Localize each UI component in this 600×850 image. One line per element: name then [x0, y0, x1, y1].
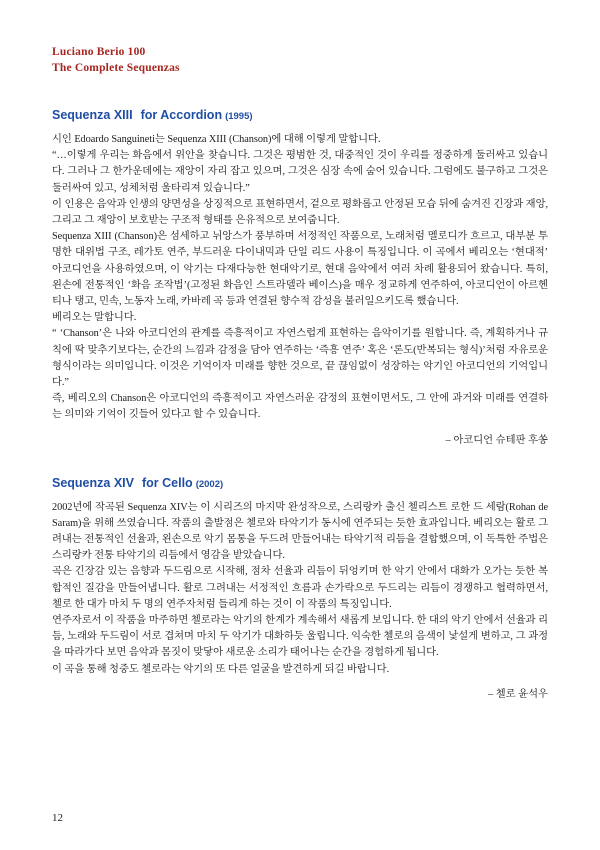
- section-instrument: for Cello: [141, 475, 193, 490]
- section-number: Sequenza XIII: [52, 108, 133, 122]
- document-header: [52, 44, 548, 76]
- section-sequenza-xiv: [52, 474, 548, 700]
- section-heading: [52, 474, 548, 493]
- section-instrument: for Accordion: [140, 108, 223, 122]
- paragraph: 베리오는 말합니다.: [52, 312, 137, 324]
- paragraph: “…이렇게 우리는 화음에서 위안을 찾습니다. 그것은 평범한 것, 대중적인 것이 우리를 정중하게 둘러싸고 있습니다. 그러나 그 한가운데에는 재앙이 자리 잡고 있으며, 그것은 심장 속에 숨어 있습니다. 그럼에도 불구하고 그것은 둘러싸여 있고, 성체처럼 울타리져 있습니다.”: [52, 150, 548, 194]
- section-divider-space: [52, 452, 548, 474]
- section-sequenza-xiii: [52, 106, 548, 446]
- paragraph: 2002년에 작곡된 Sequenza XIV는 이 시리즈의 마지막 완성작으로, 스리랑카 출신 첼리스트 로한 드 세람(Rohan de Saram)을 위해 쓰였습니다. 작품의 출발점은 첼로와 타악기가 동시에 연주되는 듯한 효과입니다. 베리오는 활로 그려내는 전통적인 선율과, 왼손으로 악기 몸통을 두드려 만들어내는 타악기적 리듬을 결합했으며, 이 독특한 주법은 스리랑카 전통 타악기의 리듬에서 영감을 받았습니다.: [52, 501, 548, 562]
- section-signature: – 아코디언 슈테판 후쏭: [445, 434, 548, 446]
- paragraph: 시인 Edoardo Sanguineti는 Sequenza XIII (Chanson)에 대해 이렇게 말합니다.: [52, 134, 381, 145]
- header-title-line-2: The Complete Sequenzas: [52, 62, 180, 74]
- paragraph: 곡은 긴장감 있는 음향과 두드림으로 시작해, 점차 선율과 리듬이 뒤엉키며 한 악기 안에서 대화가 오가는 듯한 복합적인 질감을 만들어냅니다. 활로 그려내는 서정적인 흐름과 손가락으로 두드리는 리듬이 경쟁하고 협력하면서, 첼로 한 대가 마치 두 명의 연주자처럼 들리게 하는 것이 이 작품의 특징입니다.: [52, 566, 548, 610]
- section-year: (1995): [225, 111, 253, 122]
- header-title-line-1: Luciano Berio 100: [52, 46, 146, 58]
- section-number: Sequenza XIV: [52, 475, 134, 490]
- paragraph: 이 인용은 음악과 인생의 양면성을 상징적으로 표현하면서, 겉으로 평화롭고 안정된 모습 뒤에 숨겨진 긴장과 재앙, 그리고 그 재앙이 보호받는 구조적 형태를 은유적으로 보여줍니다.: [52, 198, 548, 227]
- paragraph: 즉, 베리오의 Chanson은 아코디언의 즉흥적이고 자연스러운 감정의 표현이면서도, 그 안에 과거와 미래를 연결하는 의미와 기억이 깃들어 있다고 할 수 있습니다.: [52, 393, 548, 421]
- paragraph: 연주자로서 이 작품을 마주하면 첼로라는 악기의 한계가 계속해서 새롭게 보입니다. 한 대의 악기 안에서 선율과 리듬, 노래와 두드림이 서로 겹쳐며 마치 두 악기가 대화하듯 울립니다. 익숙한 첼로의 음색이 낯설게 변하고, 그 과정을 따라가다 보면 음악과 몸짓이 맞닿아 새로운 소리가 태어나는 순간을 경험하게 됩니다.: [52, 615, 548, 659]
- paragraph: 이 곡을 통해 청중도 첼로라는 악기의 또 다른 얼굴을 발견하게 되길 바랍니다.: [52, 663, 390, 675]
- section-heading: [52, 106, 548, 125]
- paragraph: Sequenza XIII (Chanson)은 섬세하고 뉘앙스가 풍부하며 서정적인 작품으로, 노래처럼 멜로디가 흐르고, 대부분 투명한 대위법 구조, 레가토 연주, 부드러운 다이내믹과 단일 리드 사용이 특징입니다. 이 곡에서 베리오는 ‘현대적’ 아코디언을 사용하였으며, 이 악기는 다재다능한 현대악기로, 현대 음악에서 여러 차례 활용되어 왔습니다. 특히, 왼손에 전통적인 ‘화음 조작법’(고정된 화음인 스트라델라 베이스)을 매우 정교하게 연주하여, 아코디언이 아르헨티나 탱고, 민속, 노동자 노래, 카바레 곡 등과 연결된 향수적 감성을 불러일으키도록 했습니다.: [52, 231, 548, 308]
- page-number: 12: [52, 812, 63, 824]
- section-signature: – 첼로 윤석우: [487, 688, 548, 700]
- section-year: (2002): [195, 478, 224, 490]
- paragraph: “ ‘Chanson’은 나와 아코디언의 관계를 즉흥적이고 자연스럽게 표현하는 음악이기를 원합니다. 즉, 계획하거나 규칙에 딱 맞추기보다는, 순간의 느낌과 감정을 담아 연주하는 ‘즉흥 연주’ 혹은 ‘론도(반복되는 형식)’처럼 자유로운 형식이라는 의미입니다. 이것은 기억이자 미래를 향한 것으로, 끝 끊임없이 성장하는 악기인 아코디언의 기억입니다.”: [52, 328, 548, 389]
